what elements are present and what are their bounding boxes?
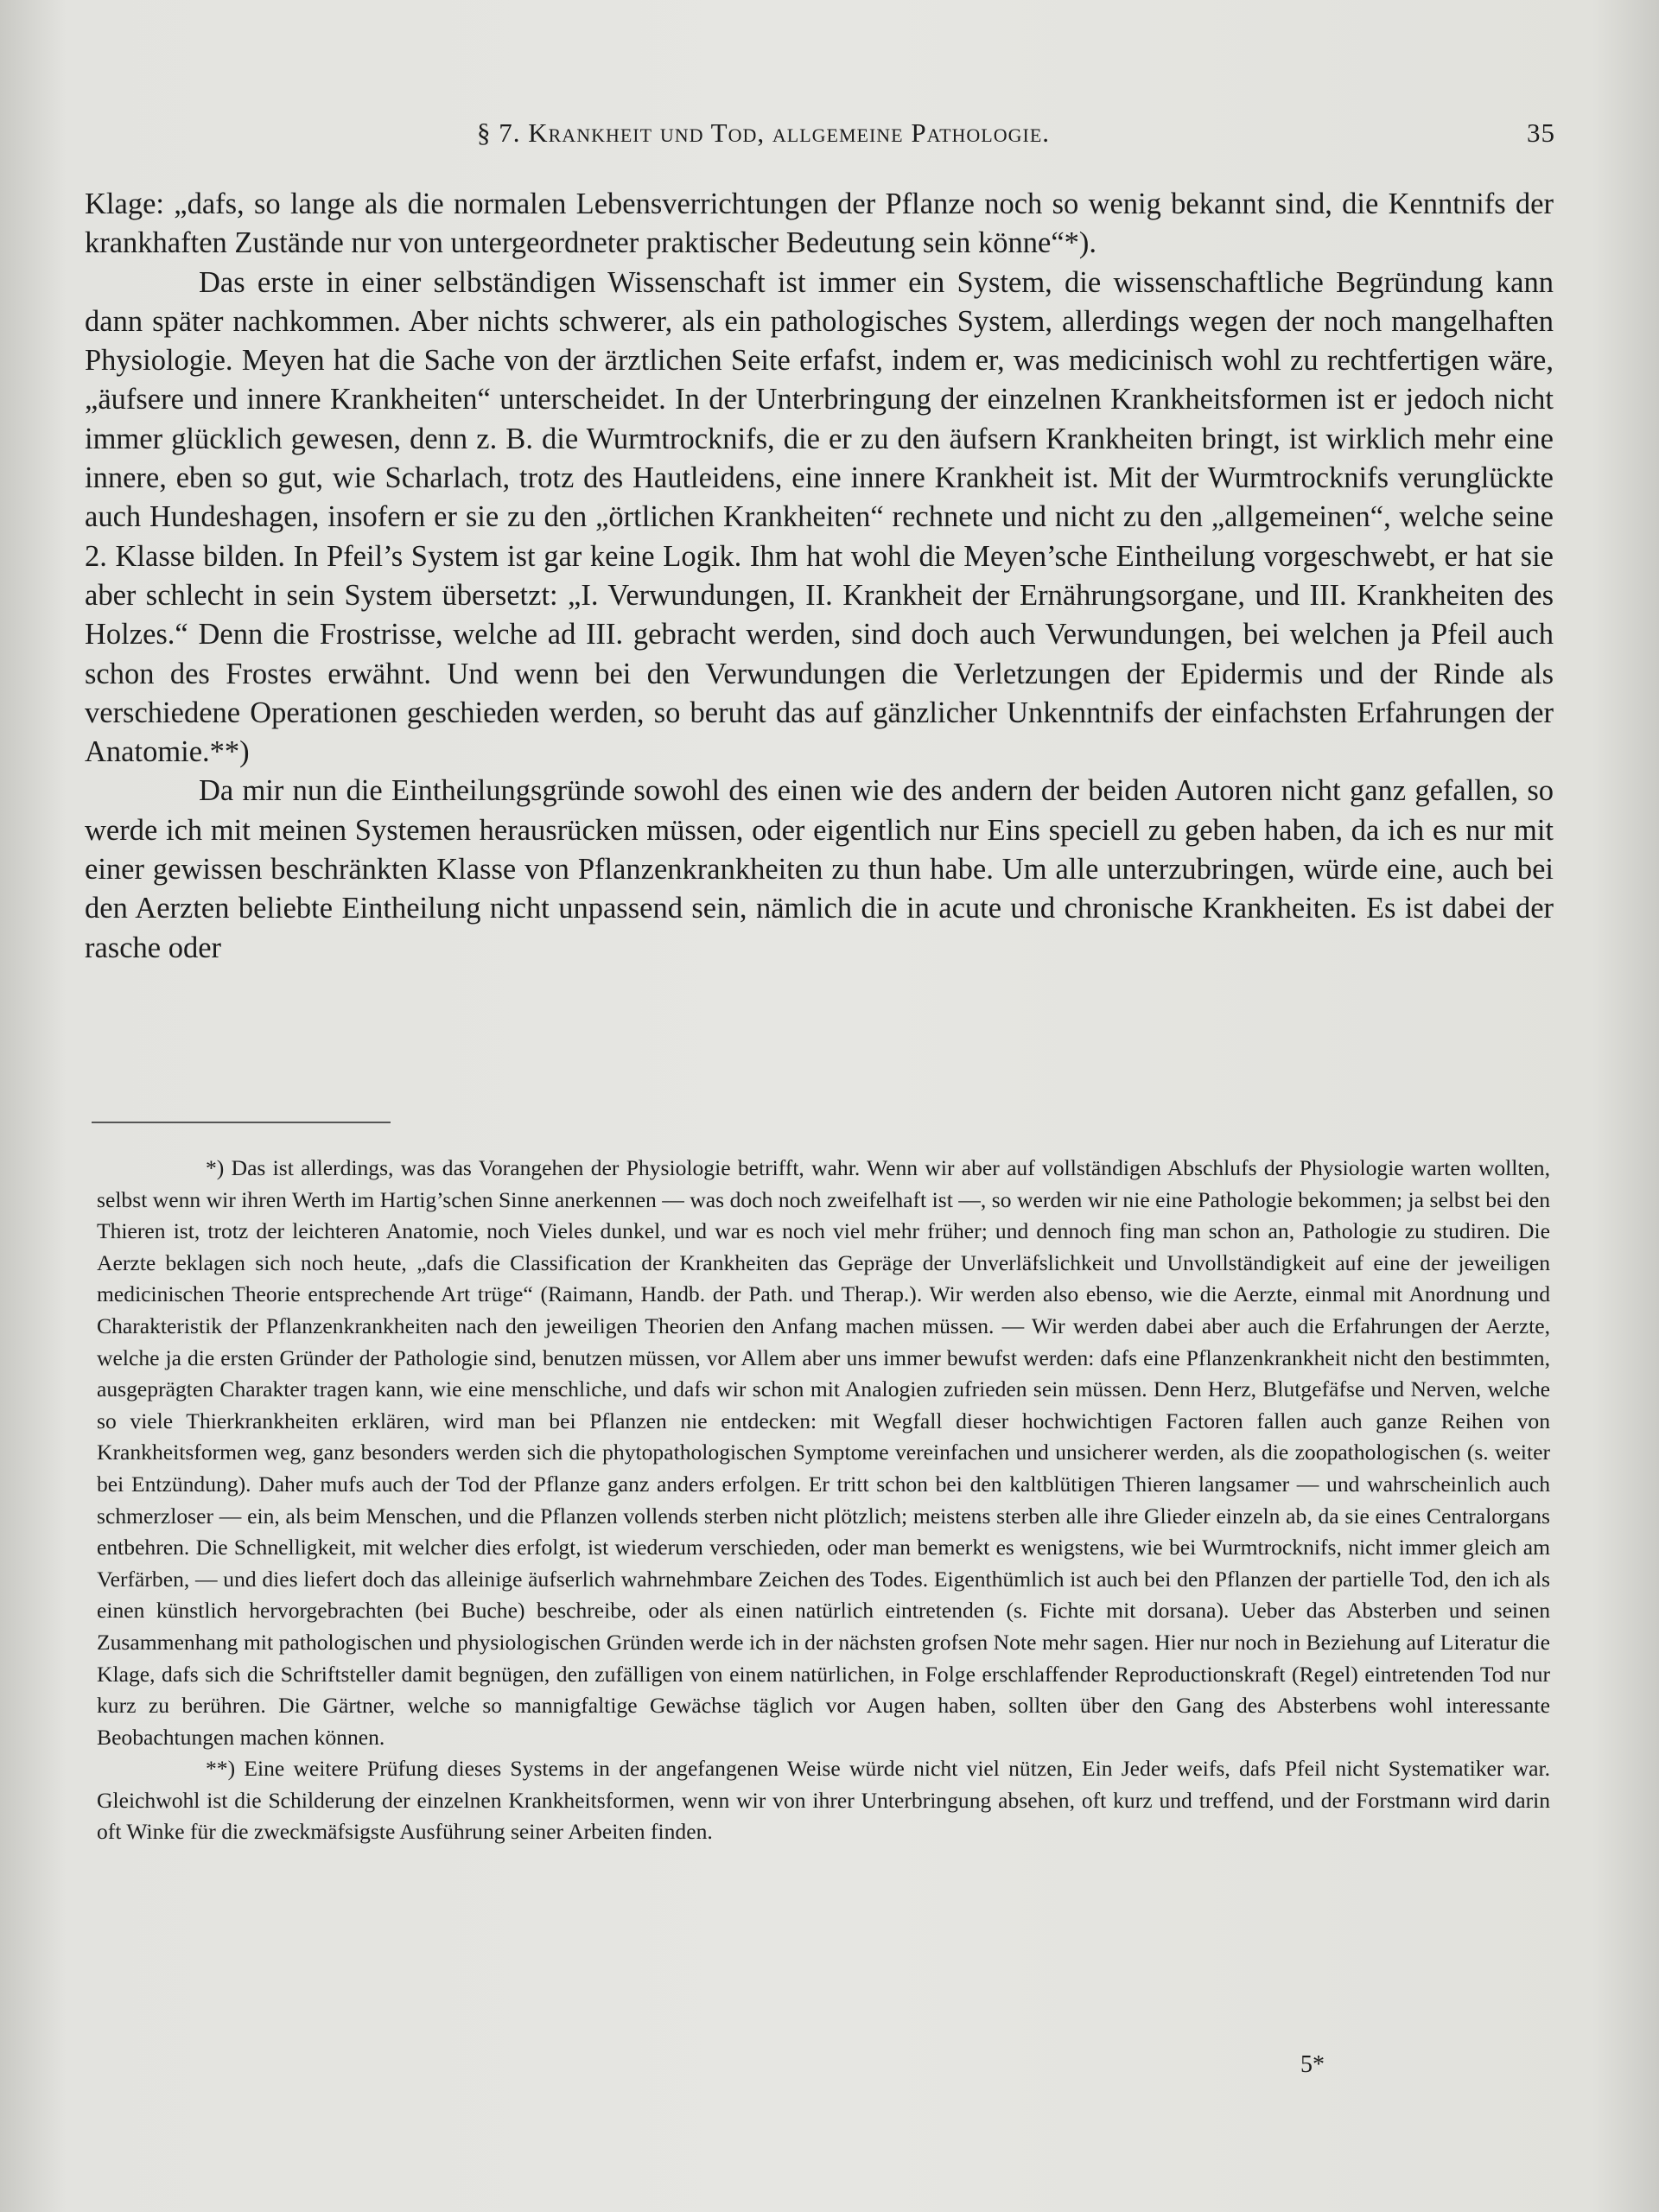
- main-text: [85, 185, 1554, 968]
- footnotes: [97, 1153, 1550, 1848]
- footnote: *) Das ist allerdings, was das Vorangehen der Physiologie betrifft, wahr. Wenn wir aber auf vollständigen Abschlufs der Physiologie warten wollten, selbst wenn wir ihren Werth im Hartig’schen Sinne anerkennen — was doch noch zweifelhaft ist —, so werden wir nie eine Pathologie bekommen; ja selbst bei den Thieren ist, trotz der leichteren Anatomie, noch Vieles dunkel, und war es noch viel mehr früher; und dennoch fing man schon an, Pathologie zu studiren. Die Aerzte beklagen sich noch heute, „dafs die Classification der Krankheiten das Gepräge der Unverläfslichkeit und Unvollständigkeit auf eine der jeweiligen medicinischen Theorie entsprechende Art trüge“ (Raimann, Handb. der Path. und Therap.). Wir werden also ebenso, wie die Aerzte, einmal mit Anordnung und Charakteristik der Pflanzenkrankheiten nach den jeweiligen Theorien den Anfang machen müssen. — Wir werden dabei aber auch die Erfahrungen der Aerzte, welche ja die ersten Gründer der Pathologie sind, benutzen müssen, vor Allem aber uns immer bewufst werden: dafs eine Pflanzenkrankheit nicht den bestimmten, ausgeprägten Charakter tragen kann, wie eine menschliche, und dafs wir schon mit Analogien zufrieden sein müssen. Denn Herz, Blutgefäfse und Nerven, welche so viele Thierkrankheiten erklären, wird man bei Pflanzen nie entdecken: mit Wegfall dieser hochwichtigen Factoren fallen auch ganze Reihen von Krankheitsformen weg, ganz besonders werden sich die phytopathologischen Symptome vereinfachen und unsicherer werden, als die zoopathologischen (s. weiter bei Entzündung). Daher mufs auch der Tod der Pflanze ganz anders erfolgen. Er tritt schon bei den kaltblütigen Thieren langsamer — und wahrscheinlich auch schmerzloser — ein, als beim Menschen, und die Pflanzen vollends sterben nicht plötzlich; meistens sterben alle ihre Glieder einzeln ab, da sie eines Centralorgans entbehren. Die Schnelligkeit, mit welcher dies erfolgt, ist wiederum verschieden, oder man bemerkt es wenigstens, wie bei Wurmtrocknifs, nicht immer gleich am Verfärben, — und dies liefert doch das alleinige äufserlich wahrnehmbare Zeichen des Todes. Eigenthümlich ist auch bei den Pflanzen der partielle Tod, den ich als einen künstlich hervorgebrachten (bei Buche) beschreibe, oder als einen natürlich eintretenden (s. Fichte mit dorsana). Ueber das Absterben und seinen Zusammenhang mit pathologischen und physiologischen Gründen werde ich in der nächsten grofsen Note mehr sagen. Hier nur noch in Beziehung auf Literatur die Klage, dafs sich die Schriftsteller damit begnügen, den zufälligen von einem natürlichen, in Folge erschlaffender Reproductionskraft (Regel) eintretenden Tod nur kurz zu berühren. Die Gärtner, welche so mannigfaltige Gewächse täglich vor Augen haben, sollten über den Gang des Absterbens wohl interessante Beobachtungen machen können.: [97, 1155, 1550, 1750]
- paragraph: Klage: „dafs, so lange als die normalen Lebensverrichtungen der Pflanze noch so wenig bekannt sind, die Kenntnifs der krankhaften Zustände nur von untergeordneter praktischer Bedeutung sein könne“*).: [85, 188, 1554, 260]
- sheet-signature: 5*: [1300, 2051, 1325, 2078]
- running-header: [477, 118, 1555, 152]
- paragraph: Das erste in einer selbständigen Wissenschaft ist immer ein System, die wissenschaftliche Begründung kann dann später nachkommen. Aber nichts schwerer, als ein pathologisches System, allerdings wegen der noch mangelhaften Physiologie. Meyen hat die Sache von der ärztlichen Seite erfafst, indem er, was medicinisch wohl zu rechtfertigen wäre, „äufsere und innere Krankheiten“ unterscheidet. In der Unterbringung der einzelnen Krankheitsformen ist er jedoch nicht immer glücklich gewesen, denn z. B. die Wurmtrocknifs, die er zu den äufsern Krankheiten bringt, ist wirklich mehr eine innere, eben so gut, wie Scharlach, trotz des Hautleidens, eine innere Krankheit ist. Mit der Wurmtrocknifs verunglückte auch Hundeshagen, insofern er sie zu den „örtlichen Krankheiten“ rechnete und nicht zu den „allgemeinen“, welche seine 2. Klasse bilden. In Pfeil’s System ist gar keine Logik. Ihm hat wohl die Meyen’sche Eintheilung vorgeschwebt, er hat sie aber schlecht in sein System übersetzt: „I. Verwundungen, II. Krankheit der Ernährungsorgane, und III. Krankheiten des Holzes.“ Denn die Frostrisse, welche ad III. gebracht werden, sind doch auch Verwundungen, bei welchen ja Pfeil auch schon des Frostes erwähnt. Und wenn bei den Verwundungen die Verletzungen der Epidermis und der Rinde als verschiedene Operationen geschieden werden, so beruht das auf gänzlicher Unkenntnifs der einfachsten Erfahrungen der Anatomie.**): [85, 265, 1554, 769]
- footnote-separator: [92, 1122, 391, 1123]
- page-number: 35: [1527, 118, 1555, 148]
- section-title: § 7. Krankheit und Tod, allgemeine Pathologie.: [477, 118, 1051, 148]
- footnote: **) Eine weitere Prüfung dieses Systems in der angefangenen Weise würde nicht viel nützen, Ein Jeder weifs, dafs Pfeil nicht Systematiker war. Gleichwohl ist die Schilderung der einzelnen Krankheitsformen, wenn wir von ihrer Unterbringung absehen, oft kurz und treffend, und der Forstmann wird darin oft Winke für die zweckmäfsigste Ausführung seiner Arbeiten finden.: [97, 1756, 1550, 1845]
- paragraph: Da mir nun die Eintheilungsgründe sowohl des einen wie des andern der beiden Autoren nicht ganz gefallen, so werde ich mit meinen Systemen herausrücken müssen, oder eigentlich nur Eins speciell zu geben haben, da ich es nur mit einer gewissen beschränkten Klasse von Pflanzenkrankheiten zu thun habe. Um alle unterzubringen, würde eine, auch bei den Aerzten beliebte Eintheilung nicht unpassend sein, nämlich die in acute und chronische Krankheiten. Es ist dabei der rasche oder: [85, 774, 1554, 964]
